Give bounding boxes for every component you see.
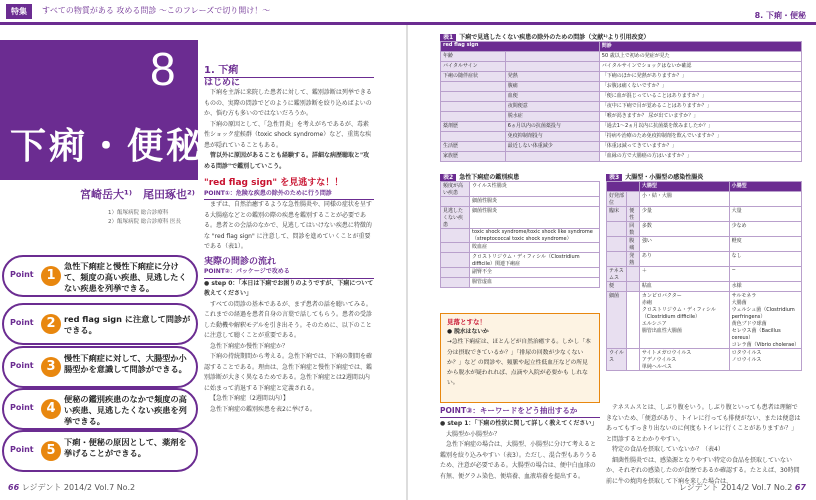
paragraph: 細菌性腸炎では、感染源となりやすい特定の食品を摂取していないか、それぞれの感染したのが食歴であるか確認する。たとえば、30時間前に牛の焼肉を摂取して下痢を来した場合は、 [606, 456, 800, 485]
table-row [607, 222, 802, 237]
table-cell: なし [729, 252, 801, 267]
table-cell [441, 132, 506, 142]
table-row [607, 237, 802, 252]
table-cell [441, 197, 470, 207]
table-row [441, 278, 600, 288]
right-page-number: 67 [794, 483, 806, 492]
table-cell: 粘血 [639, 282, 729, 292]
table-cell [441, 92, 506, 102]
paragraph: 急性下痢症の場合は、大腸型、小腸型に分けて考えると鑑別を絞り込みやすい（表3）。ただし、混合型もありうるため、注意が必要である。大腸型の場合は、便中白血球の有無、便グラム染色、便培養、血液培養を提出する。 [440, 441, 597, 480]
table-cell: 軽度 [729, 237, 801, 252]
table-cell: 好発部位 [607, 192, 627, 207]
left-header [0, 0, 408, 25]
table-cell: 「持病や治療のため免疫抑制剤を飲んでいますか？」 [599, 132, 801, 142]
table-cell [505, 62, 599, 72]
table-cell: 少量 [639, 207, 729, 222]
list-item: 赤痢 [641, 300, 652, 306]
body-column-3 [606, 403, 802, 487]
paragraph: テネスムスとは、しぶり腹をいう。しぶり腹といっても患者は理解できないため、「便意があり、トイレに行っても排便がない、または便意はあってもすっきり出ないのに何度もトイレに行くことがありますか？」と問診するとわかりやすい。 [606, 404, 801, 443]
table-2 [440, 172, 600, 288]
chapter-title: 下痢・便秘 [10, 126, 206, 167]
table-cell [441, 278, 470, 288]
point-heading: POINT③：キーワードをどう抽出するか [440, 405, 600, 418]
alert-subtitle: ● 脱水はないか [447, 329, 489, 336]
table-row [441, 82, 802, 92]
table-cell [729, 192, 801, 207]
table-cell: 「お腹は痛くないですか？」 [599, 82, 801, 92]
table-cell: 「過去1〜2ヵ月以内に抗菌薬を飲みましたか？」 [599, 122, 801, 132]
table-3 [606, 172, 802, 371]
subheading: 実際の問診の流れ [204, 256, 277, 267]
point-text: red flag sign に注意して問診ができる。 [64, 314, 191, 335]
list-item: 単純ヘルペス [641, 364, 672, 370]
table-cell: toxic shock syndrome/toxic shock like syndrome（streptococcal toxic shock syndrome） [470, 229, 600, 243]
table-row [441, 182, 600, 197]
table-row [441, 132, 802, 142]
table-cell: 強い [639, 237, 729, 252]
point-label: Point [10, 403, 34, 412]
paragraph: 大腸型か小腸型か？ [446, 430, 501, 438]
author-names: 宮崎岳大¹⁾ 尾田琢也²⁾ [80, 188, 195, 201]
table-cell [627, 192, 640, 207]
table-cell: あり [639, 252, 729, 267]
list-item: エルシニア [641, 321, 667, 327]
table-cell [607, 252, 627, 267]
table-cell: 水様 [729, 282, 801, 292]
red-flag-heading: "red flag sign" を見逃すな！！ [204, 178, 344, 188]
table-3-grid [606, 181, 802, 371]
table-row [441, 152, 802, 162]
feature-title: すべての物質がある 攻める問診 〜このフレーズで切り開け！〜 [42, 6, 271, 15]
table-row [441, 52, 802, 62]
paragraph: 下痢の持続期間から考える。急性下痢では、下痢の期間を確認することである。理由は、急性下痢症と慢性下痢症では、鑑別診断が大きく異なるためである。急性下痢症とは2週間以内に始まって消退する下痢症と定義される。 [204, 353, 373, 392]
table-cell [441, 268, 470, 278]
table-row [441, 142, 802, 152]
point-number-badge: 3 [41, 357, 61, 377]
table-2-grid [440, 181, 600, 288]
point-number-badge: 1 [41, 266, 61, 286]
table-cell: 生活歴 [441, 142, 506, 152]
table-cell [505, 52, 599, 62]
table-cell: 便性 [627, 207, 640, 222]
table-header-cell: red flag sign [441, 42, 600, 52]
table-row [441, 72, 802, 82]
table-cell [627, 267, 640, 282]
step-heading: ● step 0：「本日は下痢でお困りのようですが、下痢について教えてください」 [204, 279, 374, 297]
table-cell: 最近しない体重減少 [505, 142, 599, 152]
table-cell: 「下痢のほかに発熱がありますか？」 [599, 72, 801, 82]
list-item: セレウス菌（Bacillus cereus） [731, 328, 781, 341]
table-cell: 「喉が渇きますか？ 尿が出ていますか？」 [599, 112, 801, 122]
right-header-rule [408, 22, 816, 25]
table-cell: 副腎不全 [470, 268, 600, 278]
paragraph: すべての問診の基本であるが、まず患者の話を聴いてみる。これまでの経過を患者自身の言葉で話してもらう。患者の受診した動機や解釈モデルを引き出そう。そのために、以下のことに注意して聴くことが重要である。 [204, 300, 373, 339]
table-cell: 便 [607, 282, 627, 292]
point-label: Point [10, 361, 34, 370]
point-1 [2, 255, 198, 297]
table-cell: 細菌性腸炎 [470, 207, 600, 229]
point-heading: POINT①：危険な疾患の除外のために行う問診 [204, 189, 374, 201]
running-head: 8. 下痢・便秘 [754, 11, 806, 20]
table-row [441, 243, 600, 253]
table-caption: 表2 急性下痢症の鑑別疾患 [440, 172, 600, 181]
table-row [607, 207, 802, 222]
paragraph: 【急性下痢症（2週間以内）】 [210, 395, 289, 402]
point-3 [2, 346, 198, 388]
table-cell: 発熱 [627, 252, 640, 267]
table-cell [441, 229, 470, 243]
bacteria-list-left [639, 292, 729, 349]
point-number-badge: 2 [41, 314, 61, 334]
table-cell: 脱水症 [505, 112, 599, 122]
alert-title: 見落とすな！ [447, 318, 486, 326]
point-heading: POINT②：パッケージで攻める [204, 267, 374, 279]
point-label: Point [10, 445, 34, 454]
list-item: 腸管出血性大腸菌 [641, 328, 682, 334]
paragraph-bold: 管以外に原因があることも経験する。詳細な病歴聴取と"攻める問診"で鑑別していこう。 [204, 152, 370, 170]
paragraph: 急性下痢症か慢性下痢症か？ [210, 342, 289, 350]
table-cell [441, 243, 470, 253]
table-cell: 下痢の随伴症状 [441, 72, 506, 82]
affiliation-1: 1）飯塚病院 総合診療科 [108, 210, 169, 216]
table-cell: 薬剤歴 [441, 122, 506, 132]
table-header-cell [607, 182, 640, 192]
table-cell [441, 112, 506, 122]
table-cell [607, 222, 627, 237]
table-cell: ＋ [639, 267, 729, 282]
point-text: 急性下痢症と慢性下痢症に分けて、頻度の高い疾患、見逃したくない疾患を列挙できる。 [64, 261, 187, 293]
table-cell: − [729, 267, 801, 282]
table-cell: 腸管虚血 [470, 278, 600, 288]
table-cell: 腹痛 [505, 82, 599, 92]
right-journal: レジデント 2014/2 Vol.7 No.2 [678, 483, 793, 492]
table-cell [441, 253, 470, 268]
table-row [607, 252, 802, 267]
page-gutter [406, 0, 408, 500]
table-cell: 腹痛 [627, 237, 640, 252]
table-cell [607, 237, 627, 252]
list-item: 黄色ブドウ球菌 [731, 321, 767, 327]
list-item: サイトメガロウイルス [641, 350, 692, 356]
table-cell: 発熱 [505, 72, 599, 82]
table-cell: 家族歴 [441, 152, 506, 162]
alert-box [440, 313, 600, 403]
point-5 [2, 430, 198, 472]
table-row [441, 229, 600, 243]
table-cell: バイタルサイン [441, 62, 506, 72]
table-cell: 免疫抑制剤投与 [505, 132, 599, 142]
table-cell: バイタルサインでショックはないか確認 [599, 62, 801, 72]
table-cell: 少なめ [729, 222, 801, 237]
table-cell [441, 102, 506, 112]
table-header-cell: 大腸型 [639, 182, 729, 192]
virus-list-right [729, 349, 801, 371]
list-item: ノロウイルス [731, 357, 762, 363]
table-cell: クロストリジウム・ディフィシル（Clostridium difficile）関連下痢症 [470, 253, 600, 268]
table-cell: 6ヵ月以内の抗菌薬投与 [505, 122, 599, 132]
table-cell: 夜間便意 [505, 102, 599, 112]
left-page-number: 66 [8, 483, 20, 492]
table-cell: 血便 [505, 92, 599, 102]
table-row [441, 122, 802, 132]
table-cell: テネスムス [607, 267, 627, 282]
table-cell: 50 歳以上で初めの発症が見た [599, 52, 801, 62]
table-cell: 見逃したくない疾患 [441, 207, 470, 229]
point-label: Point [10, 270, 34, 279]
point-text: 下痢・便秘の原因として、薬剤を挙げることができる。 [64, 437, 187, 458]
virus-list-left [639, 349, 729, 371]
table-cell [627, 282, 640, 292]
table-cell: 細菌性腸炎 [470, 197, 600, 207]
table-cell [441, 82, 506, 92]
table-row [607, 192, 802, 207]
table-row [441, 102, 802, 112]
alert-text: →急性下痢症は、ほとんどが自然治癒する。しかし「本分は摂取できているか？」「排尿の回数が少なくないか？」など の問診や、頻脈や起立性低血圧などの所見から脱水が疑われれば、点滴や入院が必要かも しれない。 [447, 339, 591, 387]
list-item: サルモネラ [731, 293, 757, 299]
point-number-badge: 5 [41, 441, 61, 461]
list-item: ロタウイルス [731, 350, 762, 356]
paragraph: 下痢の原因として、「急性胃炎」を考えがちであるが、毒素性ショック症候群（toxic shock syndrome）など、重篤な疾患が隠れていることもある。 [204, 120, 372, 149]
table-row [441, 92, 802, 102]
list-item: アデノウイルス [641, 357, 677, 363]
table-header-cell: 小腸型 [729, 182, 801, 192]
table-1-grid [440, 41, 802, 162]
table-caption: 表1 下痢で見逃したくない疾患の除外のための問診（文献¹⁾より引用改変） [440, 32, 802, 41]
list-item: ウェルシュ菌（Clostridium perfringens） [731, 307, 795, 320]
point-number-badge: 4 [41, 399, 61, 419]
table-cell: 「夜中に下痢で目が覚めることはありますか？」 [599, 102, 801, 112]
table-row [607, 282, 802, 292]
list-item: コレラ菌（Vibrio cholerae） [731, 342, 800, 348]
table-row [607, 267, 802, 282]
table-cell: 「便に血が混じっていることはありますか？」 [599, 92, 801, 102]
list-item: 大腸菌 [731, 300, 747, 306]
table-row [441, 197, 600, 207]
table-header-cell: 問診 [599, 42, 801, 52]
table-1 [440, 32, 802, 162]
table-row [441, 253, 600, 268]
table-cell: 年齢 [441, 52, 506, 62]
point-4 [2, 388, 198, 430]
paragraph: 急性下痢症の鑑別疾患を表2に挙げる。 [210, 405, 316, 413]
table-row [441, 112, 802, 122]
step-heading: ● step 1：「下痢の性状に関して詳しく教えてください」 [440, 420, 598, 427]
list-item: クロストリジウム・ディフィシル（Clostridium difficile） [641, 307, 716, 320]
section-heading: 1. 下痢 [204, 66, 374, 78]
table-cell: 敗血症 [470, 243, 600, 253]
affiliation-2: 2）飯塚病院 総合診療科 医長 [108, 219, 181, 225]
paragraph: 特定の食品を摂取していないか？（表4） [612, 446, 724, 453]
table-cell: 「体重は減ってきていますか？」 [599, 142, 801, 152]
bacteria-list-right [729, 292, 801, 349]
list-item: カンピロバクター [641, 293, 682, 299]
table-label-cell: ウイルス [607, 349, 627, 371]
table-cell: ウイルス性腸炎 [470, 182, 600, 197]
paragraph: まずは、自然治癒するような急性腸炎や、同様の症状を呈する大腸癌などとの鑑別の際の疾患を鑑別することが必要である。患者との会話のなかで、見逃してはいけない疾患に特徴的な "red flag sign" に注意して、問診を進めていくことが重要である（表1）。 [204, 201, 372, 250]
table-cell: 「血縁の方で大腸癌の方はいますか？」 [599, 152, 801, 162]
point-label: Point [10, 318, 34, 327]
point-2 [2, 303, 198, 345]
table-row [441, 268, 600, 278]
table-label-cell: 細菌 [607, 292, 627, 349]
table-row [441, 207, 600, 229]
point-text: 便秘の鑑別疾患のなかで頻度の高い疾患、見逃したくない疾患を列挙できる。 [64, 394, 187, 426]
table-cell: 多数 [639, 222, 729, 237]
left-footer [8, 482, 135, 493]
table-cell: 大量 [729, 207, 801, 222]
table-row [441, 62, 802, 72]
left-journal: レジデント 2014/2 Vol.7 No.2 [21, 483, 136, 492]
table-cell: 臨床 [607, 207, 627, 222]
table-cell: 小・結・大腸 [639, 192, 729, 207]
chapter-number: 8 [150, 43, 176, 95]
table-caption: 表3 大腸型・小腸型の感染性腸炎 [606, 172, 802, 181]
table-cell: 頻度が高い疾患 [441, 182, 470, 197]
feature-tag: 特集 [6, 4, 32, 19]
point-text: 慢性下痢症に対して、大腸型か小腸型かを意識して問診ができる。 [64, 353, 187, 374]
table-cell [505, 152, 599, 162]
body-column-2 [440, 419, 600, 482]
table-cell: 回数 [627, 222, 640, 237]
subheading: はじめに [204, 77, 241, 88]
paragraph: 下痢を主訴に来院した患者に対して、鑑別診断は列挙できるものの、実際の問診でどのように鑑別診断を絞り込めばよいのか、悩む方も多いのではないだろうか。 [204, 89, 372, 117]
body-column-1 [204, 66, 374, 415]
